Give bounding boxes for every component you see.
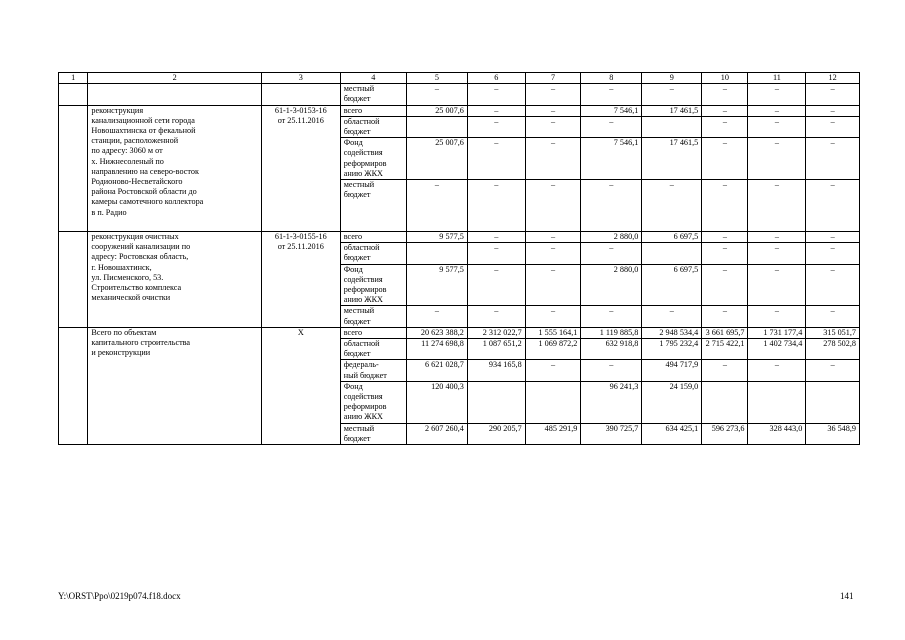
value-cell: 25 007,6	[406, 105, 467, 116]
value-cell: –	[525, 306, 581, 327]
value-cell	[525, 381, 581, 423]
value-cell: –	[525, 180, 581, 232]
value-cell: –	[702, 116, 748, 137]
value-cell: 17 461,5	[642, 105, 702, 116]
value-cell: 1 731 177,4	[748, 327, 806, 338]
value-cell: 632 918,8	[581, 339, 642, 360]
value-cell: 9 577,5	[406, 232, 467, 243]
value-cell: –	[806, 116, 860, 137]
value-cell: –	[806, 360, 860, 381]
value-cell: –	[748, 105, 806, 116]
funding-source: всего	[340, 232, 406, 243]
value-cell: 2 607 260,4	[406, 423, 467, 444]
table-row	[59, 105, 860, 116]
value-cell	[748, 381, 806, 423]
value-cell: 9 577,5	[406, 264, 467, 306]
value-cell: –	[702, 360, 748, 381]
value-cell: 2 312 022,7	[467, 327, 525, 338]
funding-source: местный бюджет	[340, 180, 406, 232]
funding-source: местный бюджет	[340, 306, 406, 327]
value-cell: 6 697,5	[642, 264, 702, 306]
col-header: 3	[261, 73, 340, 84]
value-cell: 120 400,3	[406, 381, 467, 423]
value-cell: –	[806, 232, 860, 243]
total-name: Всего по объектам капитального строительства и реконструкции	[88, 327, 261, 444]
value-cell: –	[806, 105, 860, 116]
col-header: 7	[525, 73, 581, 84]
value-cell: –	[702, 138, 748, 180]
col-header: 6	[467, 73, 525, 84]
object-code: 61-1-3-0155-16 от 25.11.2016	[261, 232, 340, 328]
value-cell: 36 548,9	[806, 423, 860, 444]
value-cell: 7 546,1	[581, 105, 642, 116]
value-cell: –	[748, 306, 806, 327]
value-cell: –	[525, 84, 581, 105]
value-cell: –	[748, 232, 806, 243]
value-cell: –	[702, 264, 748, 306]
value-cell: –	[467, 105, 525, 116]
value-cell	[406, 116, 467, 137]
value-cell: 96 241,3	[581, 381, 642, 423]
value-cell: 1 555 164,1	[525, 327, 581, 338]
value-cell: 494 717,9	[642, 360, 702, 381]
funding-source: всего	[340, 327, 406, 338]
value-cell: 2 880,0	[581, 264, 642, 306]
cell-empty	[59, 232, 88, 328]
value-cell: –	[525, 138, 581, 180]
value-cell: –	[581, 84, 642, 105]
funding-source: Фонд содействия реформиров анию ЖКХ	[340, 138, 406, 180]
value-cell	[642, 116, 702, 137]
footer-file-path: Y:\ORST\Ppo\0219p074.f18.docx	[58, 591, 181, 601]
value-cell: –	[748, 116, 806, 137]
value-cell: –	[581, 180, 642, 232]
object-code: 61-1-3-0153-16 от 25.11.2016	[261, 105, 340, 231]
budget-table	[58, 72, 860, 445]
value-cell	[406, 243, 467, 264]
value-cell: –	[806, 243, 860, 264]
col-header: 1	[59, 73, 88, 84]
table-row	[59, 84, 860, 105]
value-cell: –	[748, 180, 806, 232]
value-cell: 2 948 534,4	[642, 327, 702, 338]
value-cell: 6 697,5	[642, 232, 702, 243]
value-cell: 1 795 232,4	[642, 339, 702, 360]
col-header: 8	[581, 73, 642, 84]
value-cell: –	[467, 232, 525, 243]
value-cell	[467, 381, 525, 423]
value-cell: 1 069 872,2	[525, 339, 581, 360]
value-cell: –	[748, 243, 806, 264]
value-cell: –	[467, 138, 525, 180]
cell-empty	[59, 327, 88, 444]
value-cell: –	[702, 243, 748, 264]
value-cell: –	[467, 243, 525, 264]
value-cell: –	[581, 306, 642, 327]
value-cell: –	[406, 306, 467, 327]
value-cell: 6 621 028,7	[406, 360, 467, 381]
cell-empty	[88, 84, 261, 105]
value-cell: 24 159,0	[642, 381, 702, 423]
value-cell: –	[702, 232, 748, 243]
col-header: 4	[340, 73, 406, 84]
col-header: 11	[748, 73, 806, 84]
value-cell: 11 274 698,8	[406, 339, 467, 360]
value-cell: –	[525, 243, 581, 264]
value-cell: 1 119 885,8	[581, 327, 642, 338]
value-cell: –	[406, 84, 467, 105]
value-cell	[642, 243, 702, 264]
value-cell	[806, 381, 860, 423]
value-cell: 278 502,8	[806, 339, 860, 360]
table-row	[59, 232, 860, 243]
value-cell: 2 880,0	[581, 232, 642, 243]
value-cell: –	[748, 360, 806, 381]
cell-empty	[59, 84, 88, 105]
value-cell	[702, 381, 748, 423]
funding-source: всего	[340, 105, 406, 116]
value-cell: –	[406, 180, 467, 232]
value-cell: –	[806, 138, 860, 180]
value-cell: 7 546,1	[581, 138, 642, 180]
value-cell: –	[748, 84, 806, 105]
value-cell: –	[642, 306, 702, 327]
value-cell: –	[467, 306, 525, 327]
value-cell: –	[467, 264, 525, 306]
value-cell: 934 165,8	[467, 360, 525, 381]
col-header: 9	[642, 73, 702, 84]
value-cell: 1 402 734,4	[748, 339, 806, 360]
col-header: 2	[88, 73, 261, 84]
value-cell: 20 623 388,2	[406, 327, 467, 338]
value-cell: 2 715 422,1	[702, 339, 748, 360]
value-cell: –	[806, 84, 860, 105]
value-cell: –	[467, 116, 525, 137]
cell-empty	[261, 84, 340, 105]
value-cell: –	[806, 180, 860, 232]
value-cell: 390 725,7	[581, 423, 642, 444]
value-cell: 328 443,0	[748, 423, 806, 444]
col-header: 12	[806, 73, 860, 84]
funding-source: федераль- ный бюджет	[340, 360, 406, 381]
value-cell: –	[581, 116, 642, 137]
object-name: реконструкция канализационной сети города Новошахтинска от фекальной станции, расположенной по адресу: 3060 м от х. Нижнесоленый по направлению на северо-восток Родионово-Несветайского района Ростовской области до камеры самотечного коллектора в п. Радио	[88, 105, 261, 231]
value-cell: –	[525, 264, 581, 306]
value-cell: –	[748, 264, 806, 306]
total-code: Х	[261, 327, 340, 444]
funding-source: областной бюджет	[340, 116, 406, 137]
value-cell: –	[581, 360, 642, 381]
value-cell: –	[467, 84, 525, 105]
funding-source: местный бюджет	[340, 423, 406, 444]
value-cell: –	[525, 105, 581, 116]
funding-source: областной бюджет	[340, 339, 406, 360]
value-cell: –	[748, 138, 806, 180]
value-cell: 17 461,5	[642, 138, 702, 180]
value-cell: –	[525, 232, 581, 243]
value-cell: –	[581, 243, 642, 264]
value-cell: –	[642, 84, 702, 105]
value-cell: –	[702, 105, 748, 116]
header-row	[59, 73, 860, 84]
value-cell: 3 661 695,7	[702, 327, 748, 338]
value-cell: 596 273,6	[702, 423, 748, 444]
col-header: 5	[406, 73, 467, 84]
table-row	[59, 327, 860, 338]
value-cell: –	[642, 180, 702, 232]
value-cell: 290 205,7	[467, 423, 525, 444]
value-cell: –	[806, 264, 860, 306]
value-cell: –	[525, 360, 581, 381]
value-cell: –	[467, 180, 525, 232]
value-cell: –	[806, 306, 860, 327]
value-cell: –	[702, 180, 748, 232]
cell-empty	[59, 105, 88, 231]
object-name: реконструкция очистных сооружений канализации по адресу: Ростовская область, г. Новошахтинск, ул. Писменского, 53. Строительство комплекса механической очистки	[88, 232, 261, 328]
page-number: 141	[840, 591, 854, 601]
value-cell: 1 087 651,2	[467, 339, 525, 360]
funding-source: областной бюджет	[340, 243, 406, 264]
value-cell: –	[702, 84, 748, 105]
value-cell: 485 291,9	[525, 423, 581, 444]
funding-source: Фонд содействия реформиров анию ЖКХ	[340, 264, 406, 306]
value-cell: 315 051,7	[806, 327, 860, 338]
value-cell: 634 425,1	[642, 423, 702, 444]
value-cell: –	[525, 116, 581, 137]
value-cell: –	[702, 306, 748, 327]
value-cell: 25 007,6	[406, 138, 467, 180]
funding-source: Фонд содействия реформиров анию ЖКХ	[340, 381, 406, 423]
funding-source: местный бюджет	[340, 84, 406, 105]
col-header: 10	[702, 73, 748, 84]
